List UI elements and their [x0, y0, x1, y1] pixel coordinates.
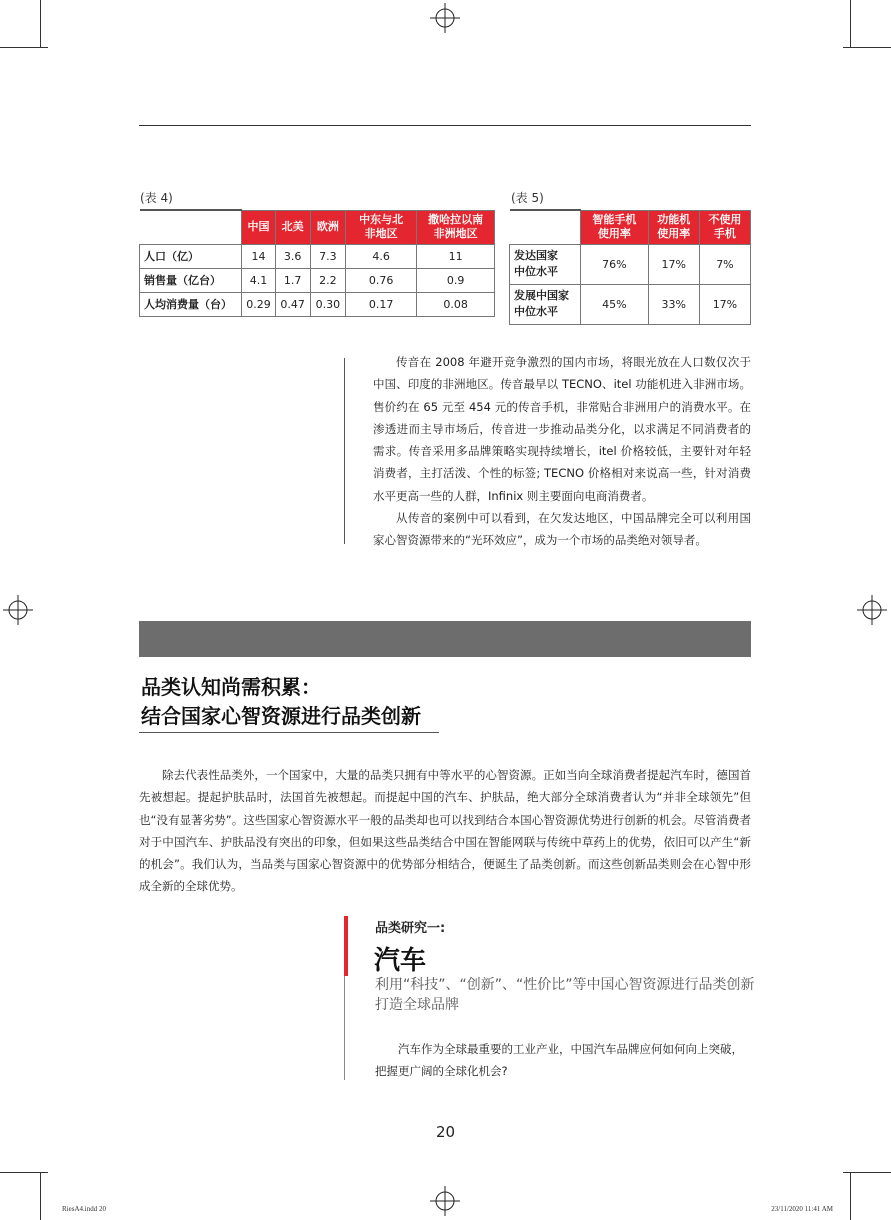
table5-cell: 17% [648, 244, 699, 284]
title-underline [139, 732, 439, 733]
paragraph: 从传音的案例中可以看到，在欠发达地区，中国品牌完全可以利用国家心智资源带来的“光环效应”，成为一个市场的品类绝对领导者。 [373, 511, 751, 548]
crop-mark [0, 1172, 48, 1173]
table4-cell: 0.30 [310, 292, 345, 316]
crop-mark [843, 47, 891, 48]
table5-header: 智能手机 使用率 [581, 210, 649, 244]
table5-cell: 7% [699, 244, 750, 284]
crop-mark [850, 0, 851, 48]
table5-cell: 45% [581, 284, 649, 324]
page-number: 20 [435, 1123, 456, 1141]
table4-row-label: 人均消费量（台） [140, 292, 242, 316]
paragraph: 汽车作为全球最重要的工业产业，中国汽车品牌应何如何向上突破，把握更广阔的全球化机会? [375, 1042, 743, 1078]
study-label: 品类研究一: [375, 921, 446, 936]
registration-mark-icon [3, 595, 33, 625]
slug-left: RiesA4.indd 20 [62, 1205, 106, 1213]
table5-caption: (表 5) [511, 191, 544, 205]
table5-row-label: 发达国家 中位水平 [510, 244, 581, 284]
main-text [139, 764, 751, 898]
table5-header: 不使用 手机 [699, 210, 750, 244]
crop-mark [843, 1172, 891, 1173]
table4-caption: (表 4) [140, 191, 173, 205]
section-band [139, 621, 751, 657]
crop-mark [40, 0, 41, 48]
table4-cell: 4.6 [345, 244, 416, 268]
table4-cell: 0.9 [417, 268, 495, 292]
paragraph: 传音在 2008 年避开竞争激烈的国内市场，将眼光放在人口数仅次于中国、印度的非洲地区。传音最早以 TECNO、itel 功能机进入非洲市场。售价约在 65 元至 454 元的传音手机，非常贴合非洲用户的消费水平。在渗透进而主导市场后，传音进一步推动品类分化，以求满足不同消费者的需求。传音采用多品牌策略实现持续增长，itel 价格较低，主要针对年轻消费者，主打活泼、个性的标签; TECNO 价格相对来说高一些，针对消费水平更高一些的人群，Infinix 则主要面向电商消费者。 [373, 355, 751, 503]
table4-cell: 0.47 [275, 292, 310, 316]
table4-cell: 0.29 [242, 292, 275, 316]
crop-mark [40, 1172, 41, 1220]
section-title [141, 673, 421, 731]
table5-cell: 76% [581, 244, 649, 284]
registration-mark-icon [430, 1186, 460, 1216]
table4-row-label: 销售量（亿台） [140, 268, 242, 292]
registration-mark-icon [430, 3, 460, 33]
table4-corner [140, 210, 242, 244]
study-column-rule [344, 976, 345, 1080]
table4-header: 撒哈拉以南 非洲地区 [417, 210, 495, 244]
table5-row-label: 发展中国家 中位水平 [510, 284, 581, 324]
table4-row-label: 人口（亿） [140, 244, 242, 268]
case-text [373, 351, 751, 552]
study-title: 汽车 [374, 946, 427, 976]
table5-cell: 33% [648, 284, 699, 324]
table5-corner [510, 210, 581, 244]
table4-cell: 0.17 [345, 292, 416, 316]
study-subtitle: 利用“科技”、“创新”、“性价比”等中国心智资源进行品类创新打造全球品牌 [375, 977, 755, 1013]
table4-cell: 1.7 [275, 268, 310, 292]
table5 [509, 209, 751, 325]
section-title-line: 品类认知尚需积累： [141, 675, 321, 699]
table4-cell: 0.08 [417, 292, 495, 316]
text-column-rule [344, 358, 345, 544]
table4-cell: 0.76 [345, 268, 416, 292]
registration-mark-icon [857, 595, 887, 625]
table4-header: 中东与北 非地区 [345, 210, 416, 244]
table4-header: 中国 [242, 210, 275, 244]
table4-header: 北美 [275, 210, 310, 244]
table4-cell: 14 [242, 244, 275, 268]
table4-header: 欧洲 [310, 210, 345, 244]
accent-bar [344, 916, 348, 976]
study-body [375, 1038, 753, 1082]
table4-cell: 3.6 [275, 244, 310, 268]
crop-mark [850, 1172, 851, 1220]
header-rule [139, 125, 751, 126]
table4-cell: 11 [417, 244, 495, 268]
slug-right: 23/11/2020 11:41 AM [771, 1205, 833, 1213]
table4 [139, 209, 495, 317]
paragraph: 除去代表性品类外，一个国家中，大量的品类只拥有中等水平的心智资源。正如当向全球消费者提起汽车时，德国首先被想起。提起护肤品时，法国首先被想起。而提起中国的汽车、护肤品，绝大部分全球消费者认为“并非全球领先”但也“没有显著劣势”。这些国家心智资源水平一般的品类却也可以找到结合本国心智资源优势进行创新的机会。尽管消费者对于中国汽车、护肤品没有突出的印象，但如果这些品类结合中国在智能网联与传统中草药上的优势，依旧可以产生“新的机会”。我们认为，当品类与国家心智资源中的优势部分相结合，便诞生了品类创新。而这些创新品类则会在心智中形成全新的全球优势。 [139, 768, 751, 894]
table5-cell: 17% [699, 284, 750, 324]
table5-header: 功能机 使用率 [648, 210, 699, 244]
table4-cell: 7.3 [310, 244, 345, 268]
table4-cell: 2.2 [310, 268, 345, 292]
table4-cell: 4.1 [242, 268, 275, 292]
section-title-line: 结合国家心智资源进行品类创新 [141, 704, 421, 728]
crop-mark [0, 47, 48, 48]
